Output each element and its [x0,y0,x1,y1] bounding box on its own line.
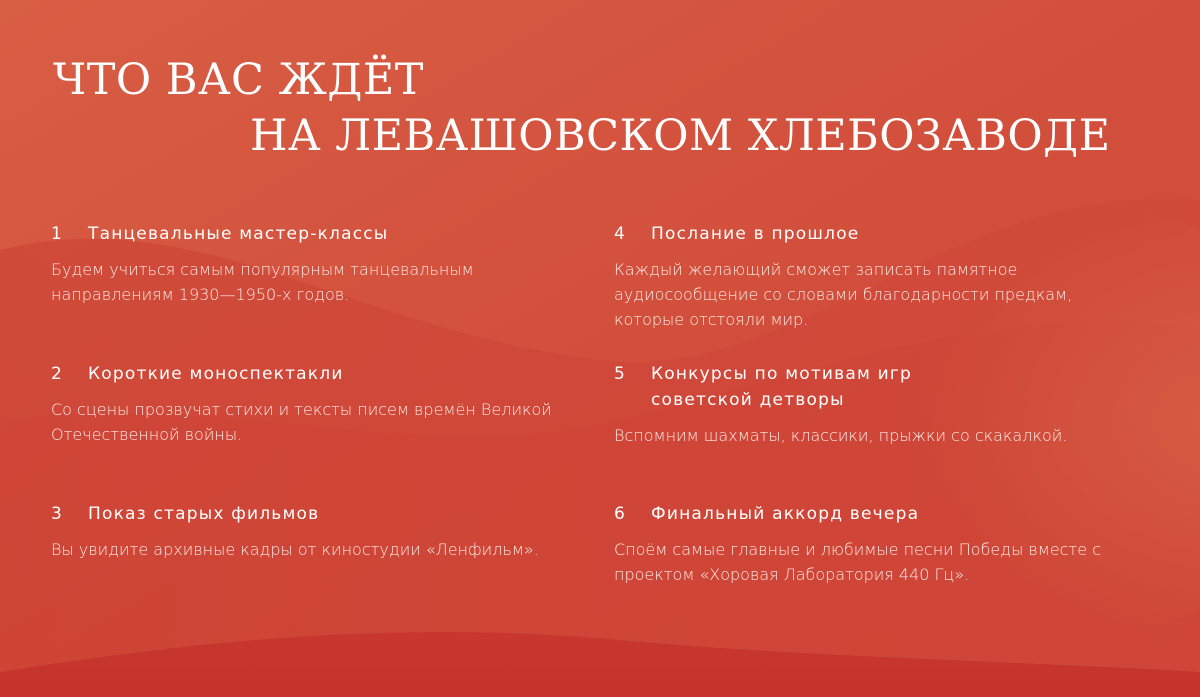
program-item-title: Финальный аккорд вечера [651,504,920,524]
program-item-number: 3 [51,504,64,524]
program-item-number: 5 [614,364,627,384]
program-item-title: Короткие моноспектакли [88,364,344,384]
program-item-1 [51,221,591,307]
program-item-heading [51,361,591,387]
program-item-6 [614,501,1154,587]
program-item-description: Со сцены прозвучат стихи и тексты писем времён Великой Отечественной войны. [51,400,552,444]
program-item-heading [614,501,1154,527]
program-item-description: Споём самые главные и любимые песни Победы вместе с проектом «Хоровая Лаборатория 440 Гц». [614,540,1101,584]
program-item-title: Танцевальные мастер-классы [88,224,389,244]
program-item-description: Вспомним шахматы, классики, прыжки со скакалкой. [614,426,1068,445]
program-item-number: 6 [614,504,627,524]
page-title-line-1: ЧТО ВАС ЖДЁТ [53,55,424,105]
program-item-heading [51,501,591,527]
program-item-description: Будем учиться самым популярным танцевальным направлениям 1930—1950-х годов. [51,260,474,304]
program-item-description: Вы увидите архивные кадры от киностудии «Ленфильм». [51,540,539,559]
page-title [53,52,1111,164]
program-item-heading [614,221,1154,247]
page-title-line-2: НА ЛЕВАШОВСКОМ ХЛЕБОЗАВОДЕ [250,111,1111,161]
program-item-5 [614,361,1154,448]
program-item-number: 1 [51,224,64,244]
program-item-number: 4 [614,224,627,244]
program-item-2 [51,361,591,447]
program-item-4 [614,221,1154,332]
program-item-title: Конкурсы по мотивам игр советской детворы [651,364,913,410]
program-item-heading [51,221,591,247]
program-item-number: 2 [51,364,64,384]
program-item-heading [614,361,1154,413]
program-item-title: Показ старых фильмов [88,504,320,524]
program-item-title: Послание в прошлое [651,224,860,244]
program-item-description: Каждый желающий сможет записать памятное аудиосообщение со словами благодарности предкам, которые отстояли мир. [614,260,1073,329]
program-item-3 [51,501,591,562]
